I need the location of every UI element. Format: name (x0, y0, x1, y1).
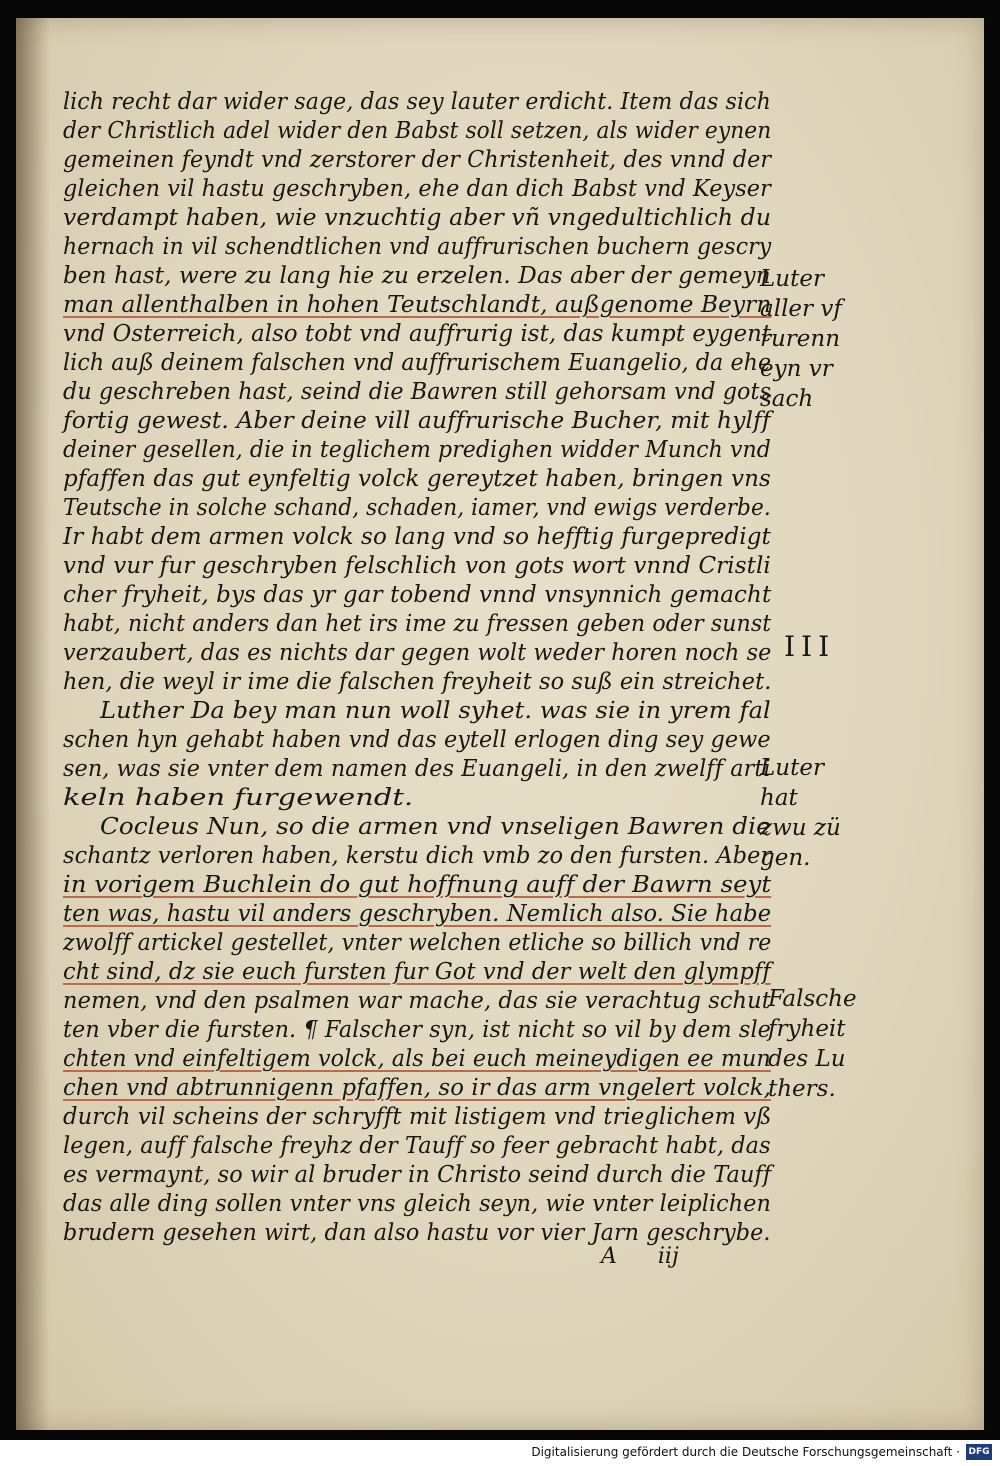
text-line: gleichen vil hastu geschryben, ehe dan dich Babst vnd Keyser (63, 176, 771, 202)
text-line: cher fryheit, bys das yr gar tobend vnnd vnsynnich gemacht (63, 582, 772, 608)
text-line: ten was, hastu vil anders geschryben. Nemlich also. Sie habe (63, 901, 772, 927)
text-line: man allenthalben in hohen Teutschlandt, außgenome Beyrn (63, 292, 772, 318)
text-line: chten vnd einfeltigem volck, als bei euch meineydigen ee mun (63, 1046, 771, 1072)
text-line: brudern gesehen wirt, dan also hastu vor vier Jarn geschrybe. (63, 1220, 771, 1246)
funding-credit: Digitalisierung gefördert durch die Deutsche Forschungsgemeinschaft · (531, 1445, 960, 1459)
text-line: Teutsche in solche schand, schaden, iamer, vnd ewigs verderbe. (63, 495, 771, 521)
text-line: verzaubert, das es nichts dar gegen wolt weder horen noch se (63, 640, 772, 666)
text-line: in vorigem Buchlein do gut hoffnung auff der Bawrn seyt (63, 872, 772, 898)
marginal-note-false-freedom: Falsche fryheit des Lu thers. (768, 986, 857, 1102)
text-line: es vermaynt, so wir al bruder in Christo seind durch die Tauff (63, 1162, 772, 1188)
text-line: Ir habt dem armen volck so lang vnd so hefftig furgepredigt (63, 524, 771, 550)
text-line: vnd vur fur geschryben felschlich von gots wort vnnd Cristli (63, 553, 771, 579)
text-line: Luther Da bey man nun woll syhet. was sie in yrem fal (100, 698, 771, 724)
text-line: keln haben furgewendt. (63, 785, 414, 811)
text-line: verdampt haben, wie vnzuchtig aber vñ vngedultichlich du (63, 205, 772, 231)
marginal-note-luther-cause: Luter aller vf rurenn eyn vr sach (760, 266, 842, 412)
text-line: fortig gewest. Aber deine vill auffrurische Bucher, mit hylff (63, 408, 771, 434)
text-line: schantz verloren haben, kerstu dich vmb zo den fursten. Aber (63, 843, 772, 869)
text-line: Cocleus Nun, so die armen vnd vnseligen Bawren die (100, 814, 771, 840)
text-line: habt, nicht anders dan het irs ime zu fressen geben oder sunst (63, 611, 772, 637)
text-line: ten vber die fursten. ¶ Falscher syn, ist nicht so vil by dem sle (63, 1017, 771, 1043)
book-page (16, 18, 984, 1430)
text-line: nemen, vnd den psalmen war mache, das sie verachtug schut (63, 988, 771, 1014)
text-line: zwolff artickel gestellet, vnter welchen etliche so billich vnd re (63, 930, 772, 956)
marginal-note-luther-lies: Luter hat zwu zü gen. (760, 755, 841, 871)
text-line: vnd Osterreich, also tobt vnd auffrurig ist, das kumpt eygent (63, 321, 772, 347)
text-line: du geschreben hast, seind die Bawren still gehorsam vnd gots (63, 379, 772, 405)
text-line: der Christlich adel wider den Babst soll setzen, als wider eynen (63, 118, 772, 144)
footer-bar (0, 1440, 1000, 1466)
text-line: hen, die weyl ir ime die falschen freyheit so suß ein streichet. (63, 669, 772, 695)
text-line: chen vnd abtrunnigenn pfaffen, so ir das arm vngelert volck, (63, 1075, 772, 1101)
text-line: gemeinen feyndt vnd zerstorer der Christenheit, des vnnd der (63, 147, 772, 173)
text-line: ben hast, were zu lang hie zu erzelen. Das aber der gemeyn (63, 263, 771, 289)
folio-numeral: III (784, 630, 836, 663)
main-text-block (16, 18, 984, 1430)
text-line: cht sind, dz sie euch fursten fur Got vnd der welt den glympff (63, 959, 771, 985)
text-line: lich auß deinem falschen vnd auffrurischem Euangelio, da ehe (63, 350, 772, 376)
dfg-logo-icon: DFG (966, 1444, 992, 1460)
text-line: hernach in vil schendtlichen vnd auffrurischen buchern gescry (63, 234, 772, 260)
text-line: sen, was sie vnter dem namen des Euangeli, in den zwelff arti (63, 756, 771, 782)
signature-mark: A iij (601, 1244, 679, 1269)
text-line: deiner gesellen, die in teglichem predighen widder Munch vnd (63, 437, 771, 463)
text-line: lich recht dar wider sage, das sey lauter erdicht. Item das sich (63, 89, 771, 115)
text-line: pfaffen das gut eynfeltig volck gereytzet haben, bringen vns (63, 466, 771, 492)
text-line: schen hyn gehabt haben vnd das eytell erlogen ding sey gewe (63, 727, 771, 753)
text-line: legen, auff falsche freyhz der Tauff so feer gebracht habt, das (63, 1133, 771, 1159)
text-line: das alle ding sollen vnter vns gleich seyn, wie vnter leiplichen (63, 1191, 771, 1217)
text-line: durch vil scheins der schryfft mit listigem vnd trieglichem vß (63, 1104, 772, 1130)
